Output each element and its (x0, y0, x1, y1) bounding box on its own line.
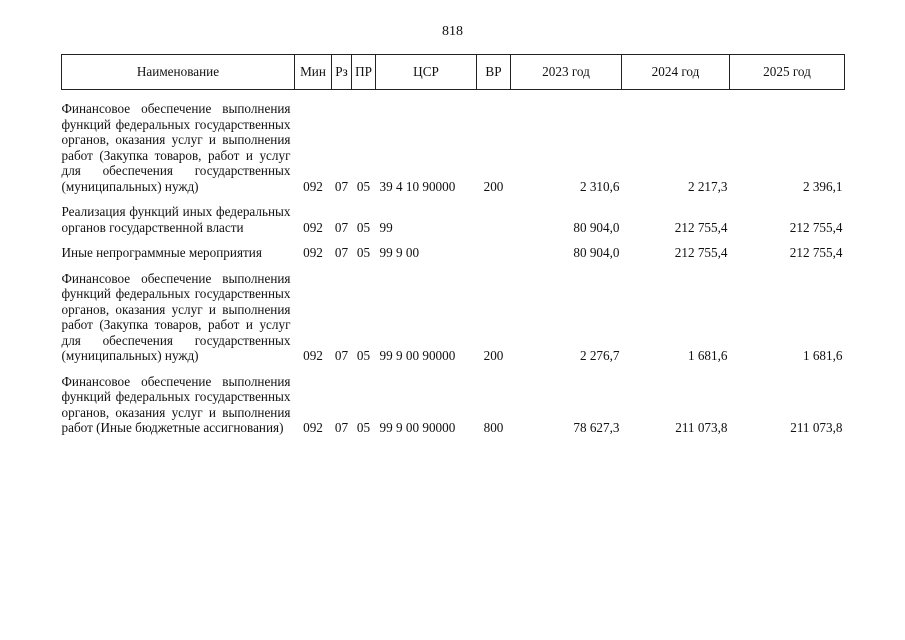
row-2024: 1 681,6 (687, 348, 728, 363)
header-csr: ЦСР (376, 55, 477, 90)
row-vr (477, 194, 511, 235)
row-name: Иные непрограммные мероприятия (61, 245, 262, 260)
header-min: Мин (295, 55, 332, 90)
row-rz: 07 (334, 178, 349, 194)
row-pr: 05 (356, 420, 371, 435)
table-row (62, 90, 845, 195)
header-pr: ПР (352, 55, 376, 90)
row-csr: 39 4 10 90000 (379, 178, 456, 194)
row-rz: 07 (334, 420, 349, 435)
row-name: Финансовое обеспечение выполнения функций федеральных государственных органов, оказания услуг и выполнения работ (Закупка товаров, работ и услуг для обеспечения государственных (муниципальных) нужд) (61, 101, 291, 194)
row-2023: 80 904,0 (573, 245, 620, 260)
row-rz: 07 (334, 348, 349, 363)
row-name: Финансовое обеспечение выполнения функций федеральных государственных органов, оказания услуг и выполнения работ (Закупка товаров, работ и услуг для обеспечения государственных (муниципальных) нужд) (61, 270, 291, 363)
row-2023: 80 904,0 (573, 219, 620, 235)
header-vr: ВР (477, 55, 511, 90)
row-csr: 99 9 00 90000 (379, 348, 456, 363)
table-row (62, 235, 845, 261)
table-row (62, 364, 845, 436)
row-csr: 99 9 00 (379, 245, 420, 260)
row-name: Реализация функций иных федеральных органов государственной власти (61, 204, 291, 235)
row-2024: 212 755,4 (674, 219, 728, 235)
header-name: Наименование (62, 55, 295, 90)
row-2025: 2 396,1 (802, 178, 843, 194)
row-csr: 99 9 00 90000 (379, 420, 456, 435)
row-pr: 05 (356, 178, 371, 194)
row-vr: 200 (483, 178, 504, 194)
budget-table-wrapper (61, 54, 845, 436)
header-2023: 2023 год (511, 55, 622, 90)
row-pr: 05 (356, 348, 371, 363)
row-2025: 212 755,4 (789, 245, 843, 260)
row-name: Финансовое обеспечение выполнения функций федеральных государственных органов, оказания услуг и выполнения работ (Иные бюджетные ассигнования) (61, 373, 291, 435)
row-2023: 78 627,3 (573, 420, 620, 435)
row-2025: 212 755,4 (789, 219, 843, 235)
row-pr: 05 (356, 245, 371, 260)
row-2023: 2 310,6 (579, 178, 620, 194)
row-vr: 800 (483, 420, 504, 435)
row-min: 092 (303, 420, 323, 435)
row-min: 092 (303, 219, 323, 235)
row-min: 092 (303, 178, 323, 194)
header-row (62, 55, 845, 90)
page-number: 818 (442, 24, 463, 39)
row-vr: 200 (483, 348, 504, 363)
row-vr (477, 235, 511, 261)
table-header (62, 55, 845, 90)
header-2025: 2025 год (730, 55, 845, 90)
table-row (62, 194, 845, 235)
header-2024: 2024 год (622, 55, 730, 90)
row-min: 092 (303, 348, 323, 363)
row-min: 092 (303, 245, 323, 260)
row-2025: 211 073,8 (790, 420, 843, 435)
row-2025: 1 681,6 (802, 348, 843, 363)
row-2024: 212 755,4 (674, 245, 728, 260)
header-rz: Рз (332, 55, 352, 90)
row-2024: 2 217,3 (687, 178, 728, 194)
table-row (62, 261, 845, 364)
row-rz: 07 (334, 219, 349, 235)
row-rz: 07 (334, 245, 349, 260)
row-2024: 211 073,8 (675, 420, 728, 435)
row-pr: 05 (356, 219, 371, 235)
table-body (62, 90, 845, 436)
row-csr: 99 (379, 219, 393, 235)
row-2023: 2 276,7 (579, 348, 620, 363)
budget-table (61, 54, 845, 436)
